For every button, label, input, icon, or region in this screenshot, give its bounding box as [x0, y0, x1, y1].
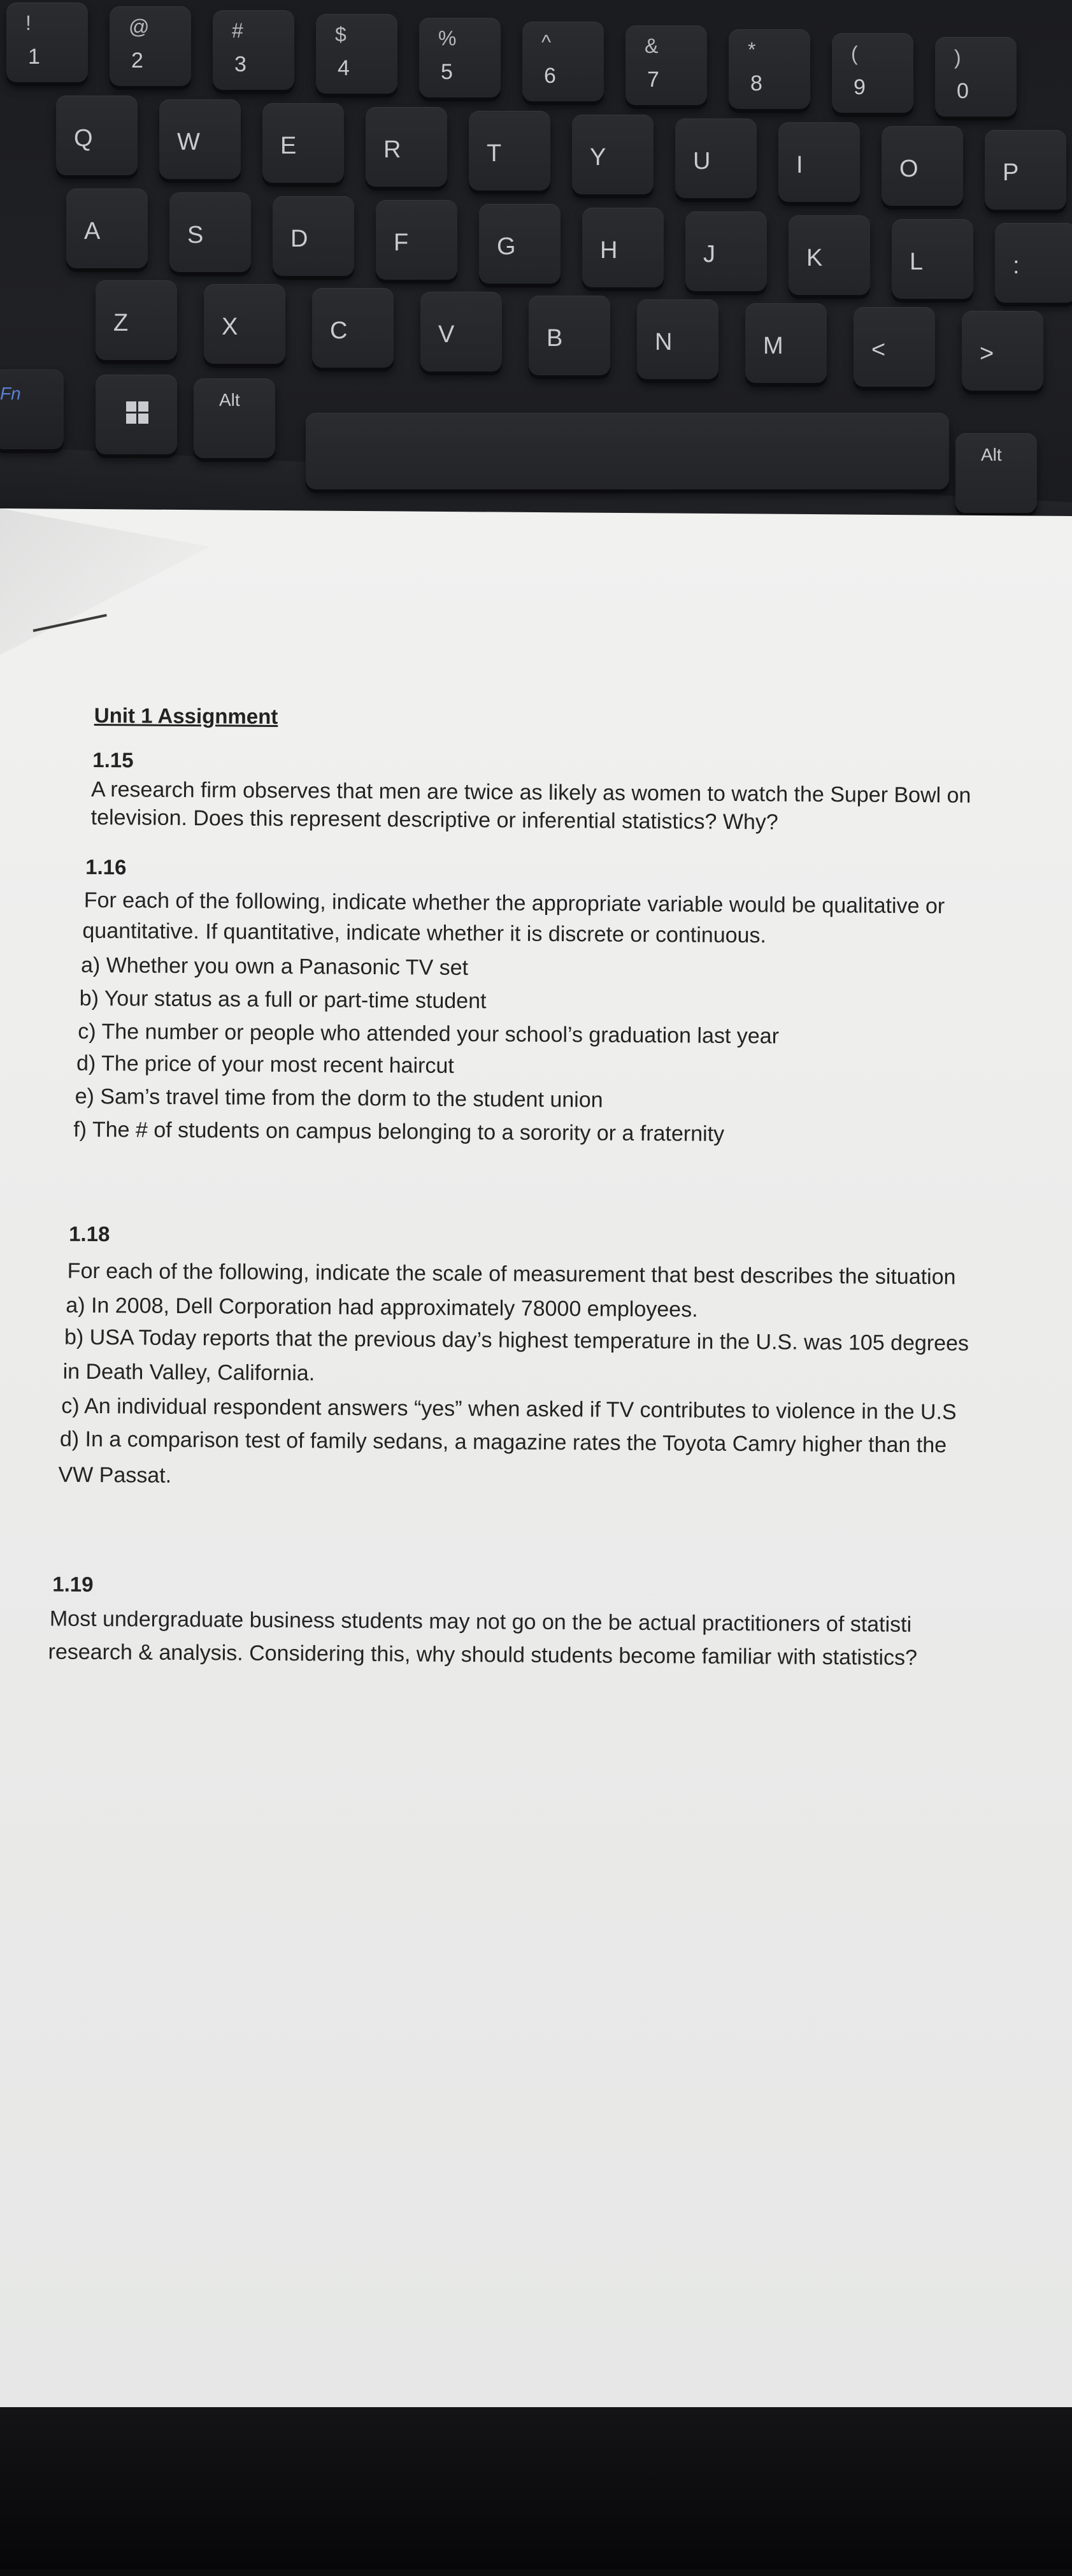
key-8[interactable]: * 8	[729, 29, 810, 109]
question-item: e) Sam’s travel time from the dorm to the student union	[75, 1084, 603, 1112]
key-4[interactable]: $ 4	[316, 14, 397, 94]
question-number-1-19: 1.19	[52, 1572, 94, 1597]
key-o[interactable]: O	[882, 126, 963, 206]
key-d[interactable]: D	[273, 196, 354, 276]
key-k[interactable]: K	[789, 215, 870, 295]
key-n[interactable]: N	[637, 299, 718, 379]
key-h[interactable]: H	[582, 208, 664, 287]
key-colon[interactable]: :	[995, 223, 1072, 303]
key-6[interactable]: ^ 6	[522, 22, 604, 101]
question-line: For each of the following, indicate the scale of measurement that best describes the situation	[67, 1258, 956, 1290]
key-u[interactable]: U	[675, 119, 757, 198]
key-z[interactable]: Z	[96, 280, 177, 360]
question-item: VW Passat.	[58, 1462, 172, 1488]
key-period[interactable]: >	[962, 311, 1043, 391]
question-item: a) Whether you own a Panasonic TV set	[80, 953, 469, 981]
question-line: quantitative. If quantitative, indicate whether it is discrete or continuous.	[82, 918, 767, 948]
key-b[interactable]: B	[529, 296, 610, 375]
question-line: A research firm observes that men are twice as likely as women to watch the Super Bowl on	[90, 777, 971, 808]
key-m[interactable]: M	[745, 303, 827, 383]
question-line: Most undergraduate business students may not go on the be actual practitioners of statisti	[49, 1606, 912, 1637]
key-7[interactable]: & 7	[625, 25, 707, 105]
question-item: c) An individual respondent answers “yes” when asked if TV contributes to violence in the U.S	[61, 1393, 957, 1425]
key-2[interactable]: @ 2	[110, 6, 191, 86]
key-a[interactable]: A	[66, 189, 148, 268]
question-item: f) The # of students on campus belonging to a sorority or a fraternity	[73, 1117, 725, 1146]
key-v[interactable]: V	[420, 292, 502, 371]
question-item: c) The number or people who attended your school’s graduation last year	[78, 1019, 780, 1049]
key-t[interactable]: T	[469, 111, 550, 191]
question-item: d) In a comparison test of family sedans, a magazine rates the Toyota Camry higher than the	[59, 1427, 947, 1458]
key-comma[interactable]: <	[854, 307, 935, 387]
key-q[interactable]: Q	[56, 96, 138, 175]
question-item: d) The price of your most recent haircut	[76, 1051, 454, 1078]
key-i[interactable]: I	[778, 122, 860, 202]
question-item: b) USA Today reports that the previous day’s highest temperature in the U.S. was 105 degrees	[64, 1325, 969, 1356]
key-alt-right[interactable]: Alt	[955, 433, 1037, 513]
question-item: in Death Valley, California.	[62, 1359, 315, 1386]
question-line: For each of the following, indicate whether the appropriate variable would be qualitative or	[83, 888, 945, 919]
key-alt-left[interactable]: Alt	[194, 378, 275, 458]
key-9[interactable]: ( 9	[832, 33, 913, 113]
question-line: television. Does this represent descriptive or inferential statistics? Why?	[90, 805, 778, 835]
key-fn[interactable]: Fn	[0, 370, 64, 449]
question-number-1-16: 1.16	[85, 854, 127, 879]
key-5[interactable]: % 5	[419, 18, 501, 97]
question-number-1-18: 1.18	[69, 1221, 110, 1246]
key-s[interactable]: S	[169, 192, 251, 272]
key-w[interactable]: W	[159, 99, 241, 179]
key-1[interactable]: ! 1	[6, 3, 88, 82]
key-0[interactable]: ) 0	[935, 37, 1017, 117]
key-y[interactable]: Y	[572, 115, 654, 194]
question-line: research & analysis. Considering this, why should students become familiar with statistics?	[48, 1639, 918, 1671]
key-r[interactable]: R	[366, 107, 447, 187]
key-e[interactable]: E	[262, 103, 344, 183]
document-title: Unit 1 Assignment	[94, 703, 278, 728]
question-number-1-15: 1.15	[92, 747, 134, 772]
key-x[interactable]: X	[204, 284, 285, 364]
key-3[interactable]: # 3	[213, 10, 294, 90]
key-c[interactable]: C	[312, 288, 394, 368]
key-p[interactable]: P	[985, 130, 1066, 210]
question-item: a) In 2008, Dell Corporation had approximately 78000 employees.	[66, 1293, 698, 1322]
key-j[interactable]: J	[685, 212, 767, 291]
key-l[interactable]: L	[892, 219, 973, 299]
key-f[interactable]: F	[376, 200, 457, 280]
question-item: b) Your status as a full or part-time student	[79, 986, 487, 1014]
key-g[interactable]: G	[479, 204, 561, 284]
